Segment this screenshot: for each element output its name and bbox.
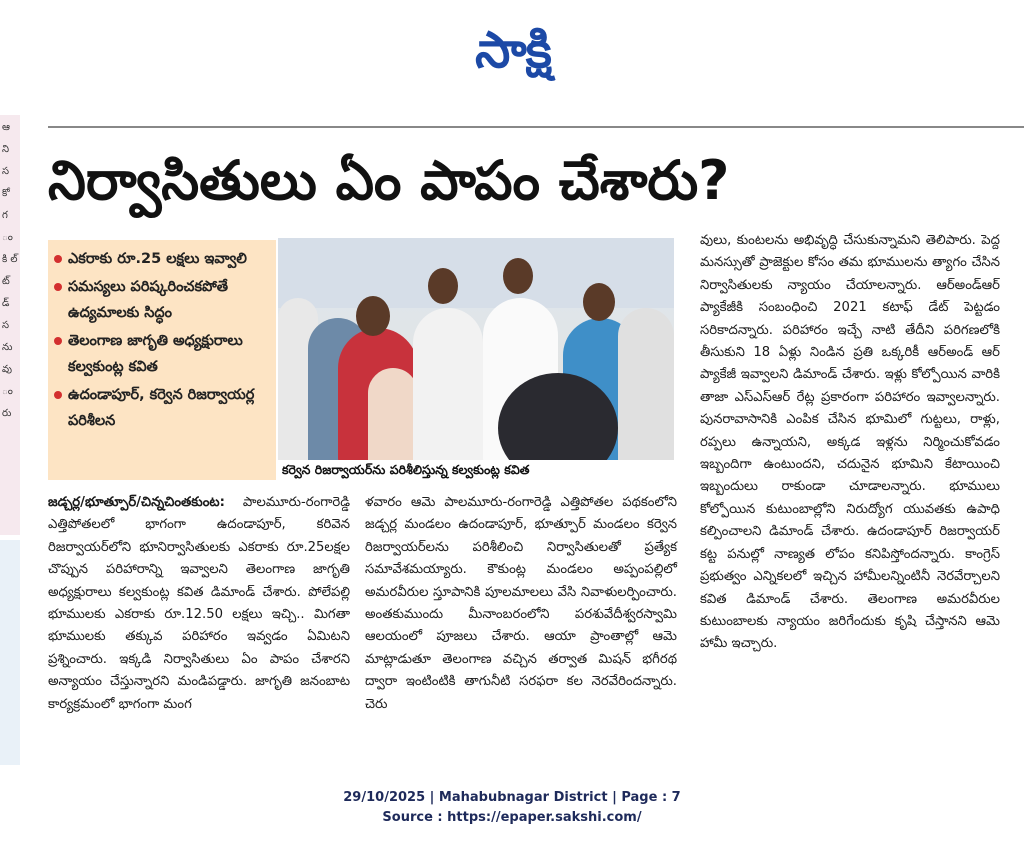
bullet-icon	[54, 283, 62, 291]
article-column-1	[48, 492, 350, 716]
highlight-item: సమస్యలు పరిష్కరించకపోతే ఉద్యమాలకు సిద్ధం	[54, 274, 270, 326]
photo-person	[413, 308, 483, 460]
footer-source: Source : https://epaper.sakshi.com/	[382, 810, 642, 825]
photo-head	[428, 268, 458, 304]
bullet-icon	[54, 255, 62, 263]
bullet-icon	[54, 391, 62, 399]
headline: నిర్వాసితులు ఏం పాపం చేశారు?	[48, 149, 730, 212]
top-rule	[48, 126, 1024, 128]
article-dateline: జడ్చర్ల/భూత్పూర్/చిన్నచింతకుంట:	[48, 495, 225, 510]
article-column-2: ళవారం ఆమె పాలమూరు-రంగారెడ్డి ఎత్తిపోతల పథకంలోని జడ్చర్ల మండలం ఉదండాపూర్, భూత్పూర్ మండలం కర్వెన రిజర్వాయర్‌లను పరిశీలించి నిర్వాసితులతో ప్రత్యేక సమావేశమయ్యారు. కౌకుంట్ల మండలం అప్పంపల్లిలో అమరవీరుల స్తూపానికి పూలమాలలు వేసి నివాళులర్పించారు. అంతకుముందు మీనాంబరంలోని పరశువేదీశ్వరస్వామి ఆలయంలో పూజలు చేశారు. ఆయా ప్రాంతాల్లో ఆమె మాట్లాడుతూ తెలంగాణ వచ్చిన తర్వాత మిషన్ భగీరథ ద్వారా ఇంటింటికి తాగునీటి సరఫరా కల నెరవేరిందన్నారు. చెరు	[365, 495, 677, 712]
strip-blue	[0, 540, 20, 765]
photo-person	[618, 308, 674, 460]
footer-date-page: 29/10/2025 | Mahabubnagar District | Page : 7	[343, 790, 681, 805]
highlights-box	[48, 240, 276, 480]
photo-caption: కర్వెన రిజర్వాయర్‌ను పరిశీలిస్తున్న కల్వకుంట్ల కవిత	[278, 460, 674, 480]
photo-head	[356, 296, 390, 336]
news-photo	[278, 238, 674, 460]
highlight-item: తెలంగాణ జాగృతి అధ్యక్షురాలు కల్వకుంట్ల కవిత	[54, 328, 270, 380]
photo-head	[503, 258, 533, 294]
highlight-item: ఎకరాకు రూ.25 లక్షలు ఇవ్వాలి	[54, 246, 270, 272]
sakshi-logo: సాక్షి	[475, 21, 551, 79]
adjacent-article-strip	[0, 115, 20, 763]
bullet-icon	[54, 337, 62, 345]
strip-glyphs: ఆ ని స కో గ ం కి ల్ ట్ డ్ స ను వు ం రు	[2, 122, 18, 419]
article-column-3: వులు, కుంటలను అభివృద్ధి చేసుకున్నామని తెలిపారు. పెద్ద మనస్సుతో ప్రాజెక్టుల కోసం తమ భూములను త్యాగం చేసిన నిర్వాసితులకు న్యాయం చేయాలన్నారు. ఆర్‌అండ్‌ఆర్ ప్యాకేజీకి సంబంధించి 2021 కటాఫ్ డేట్ పెట్టడం సరికాదన్నారు. పరిహారం ఇచ్చే నాటి తేదీని పరిగణలోకి తీసుకుని 18 ఏళ్లు నిండిన ప్రతి ఒక్కరికీ ఆర్‌అండ్ ఆర్ ప్యాకేజీ ఇవ్వాలని డిమాండ్ చేశారు. ఇళ్లు కోల్పోయిన వారికి తాజా ఎస్ఎస్ఆర్ రేట్ల ప్రకారంగా పరిహారం ఇవ్వాలన్నారు. పునరావాసానికి ఎంపిక చేసిన భూమిలో గుట్టలు, రాళ్లు, రప్పలు ఉన్నాయని, అక్కడ ఇళ్లను నిర్మించుకోవడం ఇబ్బందిగా ఉంటుందని, చదునైన భూమిని కేటాయించి ఇబ్బందులు రాకుండా చూడాలన్నారు. భూములు కోల్పోయిన కుటుంబాల్లోని నిరుద్యోగ యువతకు ఉపాధి కల్పించాలని డిమాండ్ చేశారు. ఉదండాపూర్ రిజర్వాయర్ కట్ట పనుల్లో నాణ్యత లోపం కనిపిస్తోందన్నారు. కాంగ్రెస్ ప్రభుత్వం ఎన్నికలలో ఇచ్చిన హామీలన్నింటినీ నెరవేర్చాలని కవిత డిమాండ్ చేశారు. తెలంగాణ అమరవీరుల కుటుంబాలకు న్యాయం జరిగేందుకు కృషి చేస్తానని ఆమె హామీ ఇచ్చారు.	[700, 233, 1000, 652]
highlight-item: ఉదండాపూర్, కర్వెన రిజర్వాయర్ల పరిశీలన	[54, 382, 270, 434]
article-text-1: పాలమూరు-రంగారెడ్డి ఎత్తిపోతలలో భాగంగా ఉదండాపూర్, కరివెన రిజర్వాయర్‌లోని భూనిర్వాసితులకు ఎకరాకు రూ.25లక్షల చొప్పున పరిహారాన్ని ఇవ్వాలని తెలంగాణ జాగృతి అధ్యక్షురాలు కల్వకుంట్ల కవిత డిమాండ్ చేశారు. పోలేపల్లి భూములకు ఎకరాకు రూ.12.50 లక్షలు ఇచ్చి.. మిగతా భూములకు తక్కువ పరిహారం ఇవ్వడం ఏమిటని ప్రశ్నించారు. ఇక్కడి నిర్వాసితులు ఏం పాపం చేశారని అన్యాయం చేస్తున్నారని మండిపడ్డారు. జాగృతి జనంబాట కార్యక్రమంలో భాగంగా మంగ	[48, 495, 350, 712]
photo-person	[368, 368, 418, 460]
photo-head	[583, 283, 615, 321]
